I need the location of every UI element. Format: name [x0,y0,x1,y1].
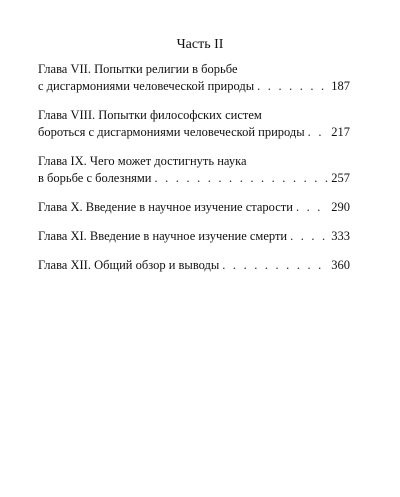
toc-entry-chapter-11 [38,228,350,245]
toc-entry-chapter-9 [38,153,350,187]
toc-entry-text: в борьбе с болезнями [38,171,152,185]
toc-entry-text: с дисгармониями человеческой природы [38,79,255,93]
toc-entry-last-line [38,170,350,187]
toc-entry-chapter-10 [38,199,350,216]
page-number: 290 [331,200,350,214]
dot-leader [290,228,328,245]
toc-entry-line: Глава VII. Попытки религии в борьбе [38,62,238,76]
table-of-contents [38,61,350,286]
dot-leader [155,170,329,187]
toc-entry-chapter-7 [38,61,350,95]
page-number: 333 [331,229,350,243]
toc-entry-last-line [38,78,350,95]
toc-entry-text: Глава X. Введение в научное изучение старости [38,200,293,214]
page-number: 257 [331,171,350,185]
page-number: 360 [331,258,350,272]
toc-entry-last-line [38,124,350,141]
toc-entry-text: Глава XI. Введение в научное изучение смерти [38,229,288,243]
page-number: 187 [331,79,350,93]
part-title: Часть II [176,37,224,52]
toc-entry-text: бороться с дисгармониями человеческой природы [38,125,305,139]
toc-entry-last-line [38,228,350,245]
toc-entry-line: Глава IX. Чего может достигнуть наука [38,154,247,168]
dot-leader [257,78,328,95]
toc-entry-text: Глава XII. Общий обзор и выводы [38,258,220,272]
toc-entry-chapter-8 [38,107,350,141]
toc-entry-chapter-12 [38,257,350,274]
dot-leader [222,257,328,274]
dot-leader [296,199,328,216]
toc-entry-line: Глава VIII. Попытки философских систем [38,108,262,122]
page-number: 217 [331,125,350,139]
toc-entry-last-line [38,199,350,216]
toc-entry-last-line [38,257,350,274]
dot-leader [308,124,329,141]
